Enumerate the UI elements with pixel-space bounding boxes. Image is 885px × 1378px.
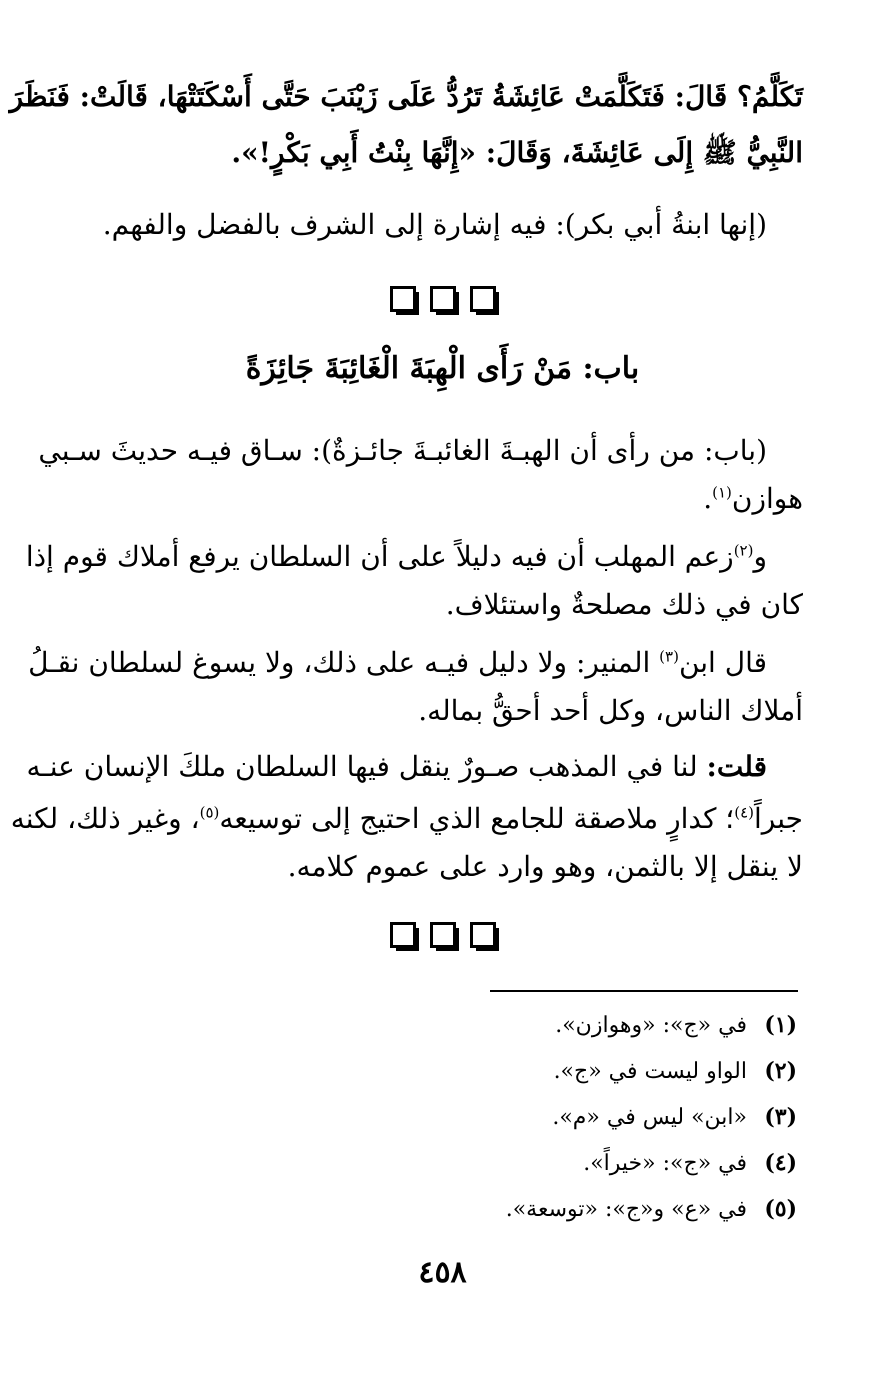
footnote-ref: (٥) (199, 803, 220, 822)
footnote-text: الواو ليست في «ج». (553, 1059, 747, 1084)
footnote-ref: (٣) (659, 647, 679, 666)
footnote-text: في «ج»: «خيراً». (583, 1151, 747, 1176)
paragraph-line (28, 640, 803, 686)
hadith-text-line: النَّبِيُّ ﷺ إِلَى عَائِشَةَ، وَقَالَ: «إِنَّهَا بِنْتُ أَبِي بَكْرٍ!». (231, 136, 803, 169)
paragraph-line: كان في ذلك مصلحةٌ واستئلاف. (445, 588, 803, 621)
footnote-ref: (٤) (734, 803, 754, 822)
text-fragment: و (753, 540, 767, 573)
footnote-text: «ابن» ليس في «م». (552, 1105, 747, 1130)
text-fragment: هوازن (731, 482, 803, 515)
footnote-number: (٥) (764, 1196, 797, 1222)
ornament-square-icon (470, 922, 496, 948)
paragraph-line (26, 744, 803, 790)
paragraph-line (25, 534, 803, 580)
qultu-label: قلت: (706, 750, 767, 783)
ornament-square-icon (390, 286, 416, 312)
footnote (297, 1146, 797, 1181)
footnote (297, 1008, 797, 1043)
paragraph-line: أملاك الناس، وكل أحد أحقُّ بماله. (418, 694, 803, 727)
text-fragment: ، وغير ذلك، لكنه (10, 802, 200, 835)
text-fragment: لنا في المذهب صـورٌ ينقل فيها السلطان ملكَ الإنسان عنـه (26, 750, 707, 783)
commentary-paragraph: (إنها ابنةُ أبي بكر): فيه إشارة إلى الشرف بالفضل والفهم. (102, 208, 767, 241)
footnote-ref: (٢) (733, 541, 754, 560)
paragraph-line: لا ينقل إلا بالثمن، وهو وارد على عموم كلامه. (287, 850, 803, 883)
paragraph-line (10, 796, 803, 842)
footnote-number: (٤) (764, 1150, 797, 1176)
footnote-text: في «ع» و«ج»: «توسعة». (505, 1197, 747, 1222)
footnote-text: في «ج»: «وهوازن». (555, 1013, 747, 1038)
chapter-heading: باب: مَنْ رَأَى الْهِبَةَ الْغَائِبَةَ جَائِزَةً (245, 351, 640, 386)
page-number: ٤٥٨ (418, 1255, 467, 1290)
text-fragment: ؛ كدارٍ ملاصقة للجامع الذي احتيج إلى توسيعه (219, 802, 735, 835)
paragraph-line (81, 476, 803, 522)
footnote-number: (٣) (764, 1104, 797, 1130)
section-separator (0, 286, 885, 312)
footnote-divider (490, 990, 798, 992)
section-separator (0, 922, 885, 948)
text-fragment: . (703, 482, 713, 515)
footnote (297, 1192, 797, 1227)
footnote-ref: (١) (712, 483, 732, 502)
ornament-square-icon (390, 922, 416, 948)
ornament-square-icon (430, 286, 456, 312)
text-fragment: قال ابن (678, 646, 767, 679)
footnote (297, 1054, 797, 1089)
paragraph-line: (باب: من رأى أن الهبـةَ الغائبـةَ جائـزةٌ): سـاق فيـه حديثَ سـبي (38, 434, 767, 467)
text-fragment: جبراً (754, 802, 803, 835)
footnote (297, 1100, 797, 1135)
ornament-square-icon (430, 922, 456, 948)
text-fragment: زعم المهلب أن فيه دليلاً على أن السلطان يرفع أملاك قوم إذا (25, 540, 734, 573)
hadith-text-line: تَكَلَّمُ؟ قَالَ: فَتَكَلَّمَتْ عَائِشَةُ تَرُدُّ عَلَى زَيْنَبَ حَتَّى أَسْكَتَتْهَا، قَالَتْ: فَنَظَرَ (9, 80, 803, 113)
footnote-number: (١) (764, 1012, 797, 1038)
text-fragment: المنير: ولا دليل فيـه على ذلك، ولا يسوغ لسلطان نقـلُ (28, 646, 660, 679)
footnote-number: (٢) (764, 1058, 797, 1084)
ornament-square-icon (470, 286, 496, 312)
